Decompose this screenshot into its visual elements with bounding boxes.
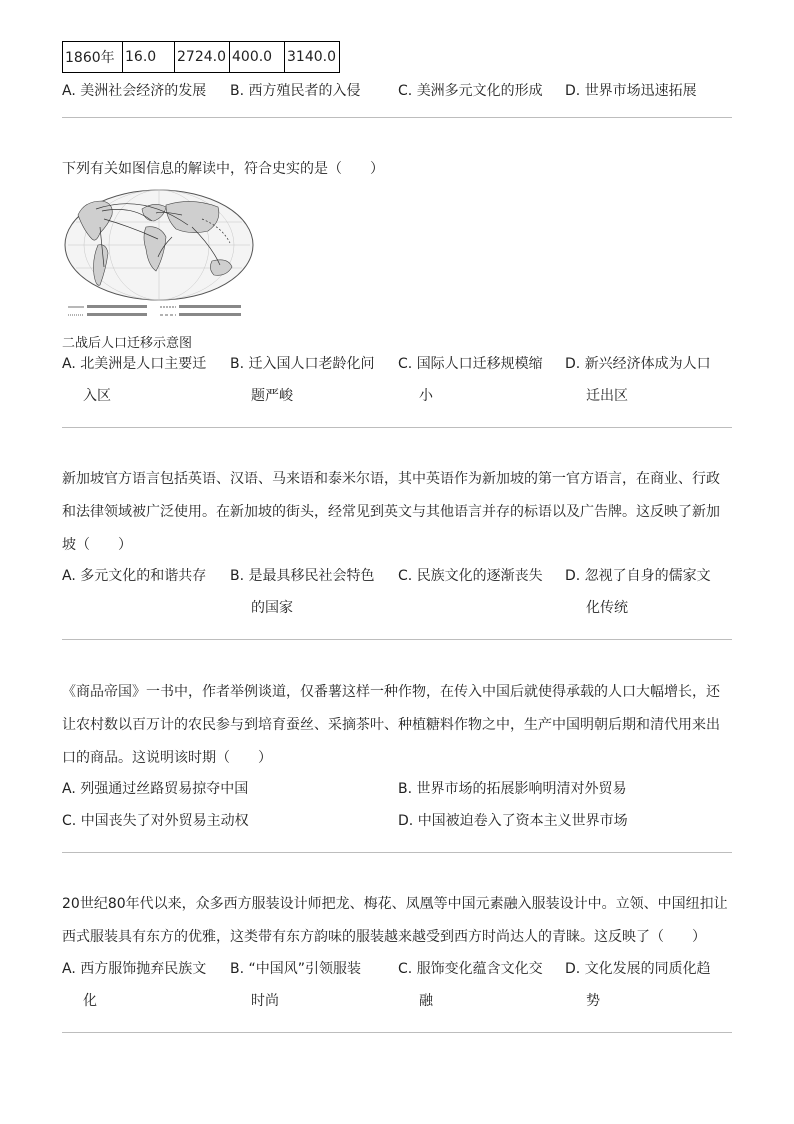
question-stem-line: 20世纪80年代以来，众多西方服装设计师把龙、梅花、凤凰等中国元素融入服装设计中。立领、中国纽扣让: [62, 896, 728, 912]
option-a[interactable]: A. 西方服饰抛弃民族文: [62, 961, 207, 977]
option-key: B: [230, 83, 240, 99]
option-key: C: [398, 83, 408, 99]
option-key: D: [565, 568, 576, 584]
option-c[interactable]: C. 中国丧失了对外贸易主动权: [62, 813, 249, 829]
option-a[interactable]: A. 多元文化的和谐共存: [62, 568, 207, 584]
option-key: C: [62, 813, 72, 829]
table-cell: 1860年: [63, 42, 123, 73]
option-d[interactable]: D. 忽视了自身的儒家文: [565, 568, 711, 584]
option-key: B: [230, 961, 240, 977]
option-key: D: [565, 83, 576, 99]
option-key: D: [565, 356, 576, 372]
option-text: 服饰变化蕴含文化交: [416, 961, 543, 977]
table-cell: 3140.0: [285, 42, 340, 73]
option-text: 国际人口迁移规模缩: [416, 356, 543, 372]
option-text: 列强通过丝路贸易掠夺中国: [80, 781, 249, 797]
option-key: B: [398, 781, 408, 797]
option-c[interactable]: C. 国际人口迁移规模缩: [398, 356, 543, 372]
option-text: 西方服饰抛弃民族文: [80, 961, 207, 977]
question-stem-line: 口的商品。这说明该时期（ ）: [62, 750, 272, 766]
option-text: 中国被迫卷入了资本主义世界市场: [417, 813, 628, 829]
option-a[interactable]: A. 列强通过丝路贸易掠夺中国: [62, 781, 249, 797]
question-stem-line: 新加坡官方语言包括英语、汉语、马来语和泰米尔语，其中英语作为新加坡的第一官方语言，在商业、行政: [62, 471, 720, 487]
option-key: C: [398, 568, 408, 584]
option-d[interactable]: D. 文化发展的同质化趋: [565, 961, 711, 977]
option-a-continued: 入区: [83, 388, 111, 404]
option-b[interactable]: B. “中国风”引领服装: [230, 961, 362, 977]
option-a[interactable]: A. 美洲社会经济的发展: [62, 83, 207, 99]
option-d-continued: 势: [586, 993, 600, 1009]
option-a[interactable]: A. 北美洲是人口主要迁: [62, 356, 207, 372]
option-c-continued: 融: [419, 993, 433, 1009]
option-text: 新兴经济体成为人口: [584, 356, 711, 372]
table-row: [63, 42, 340, 73]
option-c[interactable]: C. 美洲多元文化的形成: [398, 83, 543, 99]
option-key: A: [62, 781, 72, 797]
option-text: 西方殖民者的入侵: [248, 83, 361, 99]
option-text: 迁入国人口老龄化问: [248, 356, 375, 372]
option-text: 中国丧失了对外贸易主动权: [80, 813, 249, 829]
option-key: D: [398, 813, 409, 829]
option-b[interactable]: B. 是最具移民社会特色: [230, 568, 375, 584]
option-b-continued: 时尚: [251, 993, 279, 1009]
option-text: 北美洲是人口主要迁: [80, 356, 207, 372]
world-map-image: [62, 187, 257, 324]
option-text: “中国风”引领服装: [248, 961, 362, 977]
figure-caption: 二战后人口迁移示意图: [62, 336, 193, 351]
question-stem-line: 让农村数以百万计的农民参与到培育蚕丝、采摘茶叶、种植糖料作物之中，生产中国明朝后期和清代用来出: [62, 717, 720, 733]
option-text: 世界市场的拓展影响明清对外贸易: [416, 781, 627, 797]
question-divider: [62, 1032, 732, 1033]
option-text: 文化发展的同质化趋: [584, 961, 711, 977]
option-a-continued: 化: [83, 993, 97, 1009]
data-table: [62, 41, 340, 73]
option-key: A: [62, 356, 72, 372]
option-b[interactable]: B. 西方殖民者的入侵: [230, 83, 361, 99]
option-text: 世界市场迅速拓展: [584, 83, 697, 99]
option-key: C: [398, 961, 408, 977]
option-key: B: [230, 356, 240, 372]
option-text: 美洲社会经济的发展: [80, 83, 207, 99]
option-d-continued: 化传统: [586, 600, 628, 616]
question-stem-line: 和法律领域被广泛使用。在新加坡的街头，经常见到英文与其他语言并存的标语以及广告牌。这反映了新加: [62, 504, 720, 520]
option-key: A: [62, 961, 72, 977]
option-text: 民族文化的逐渐丧失: [416, 568, 543, 584]
option-d[interactable]: D. 中国被迫卷入了资本主义世界市场: [398, 813, 628, 829]
option-c[interactable]: C. 民族文化的逐渐丧失: [398, 568, 543, 584]
option-b[interactable]: B. 迁入国人口老龄化问: [230, 356, 375, 372]
question-stem-line: 西式服装具有东方的优雅，这类带有东方韵味的服装越来越受到西方时尚达人的青睐。这反映了（ ）: [62, 929, 706, 945]
option-text: 是最具移民社会特色: [248, 568, 375, 584]
option-b-continued: 题严峻: [251, 388, 293, 404]
question-divider: [62, 117, 732, 118]
migration-map-figure: [62, 187, 257, 324]
question-stem-line: 《商品帝国》一书中，作者举例谈道，仅番薯这样一种作物，在传入中国后就使得承载的人口大幅增长，还: [62, 684, 720, 700]
option-key: D: [565, 961, 576, 977]
option-d[interactable]: D. 世界市场迅速拓展: [565, 83, 697, 99]
option-b-continued: 的国家: [251, 600, 293, 616]
option-text: 多元文化的和谐共存: [80, 568, 207, 584]
option-key: C: [398, 356, 408, 372]
option-key: A: [62, 83, 72, 99]
option-text: 美洲多元文化的形成: [416, 83, 543, 99]
table-cell: 16.0: [123, 42, 175, 73]
table-cell: 400.0: [230, 42, 285, 73]
question-stem-line: 坡（ ）: [62, 537, 132, 553]
question-divider: [62, 639, 732, 640]
option-text: 忽视了自身的儒家文: [584, 568, 711, 584]
option-d[interactable]: D. 新兴经济体成为人口: [565, 356, 711, 372]
option-b[interactable]: B. 世界市场的拓展影响明清对外贸易: [398, 781, 627, 797]
question-divider: [62, 852, 732, 853]
question-divider: [62, 427, 732, 428]
option-c[interactable]: C. 服饰变化蕴含文化交: [398, 961, 543, 977]
option-c-continued: 小: [419, 388, 433, 404]
option-key: B: [230, 568, 240, 584]
question-stem: 下列有关如图信息的解读中，符合史实的是（ ）: [62, 161, 384, 177]
option-d-continued: 迁出区: [586, 388, 628, 404]
table-cell: 2724.0: [175, 42, 230, 73]
option-key: A: [62, 568, 72, 584]
